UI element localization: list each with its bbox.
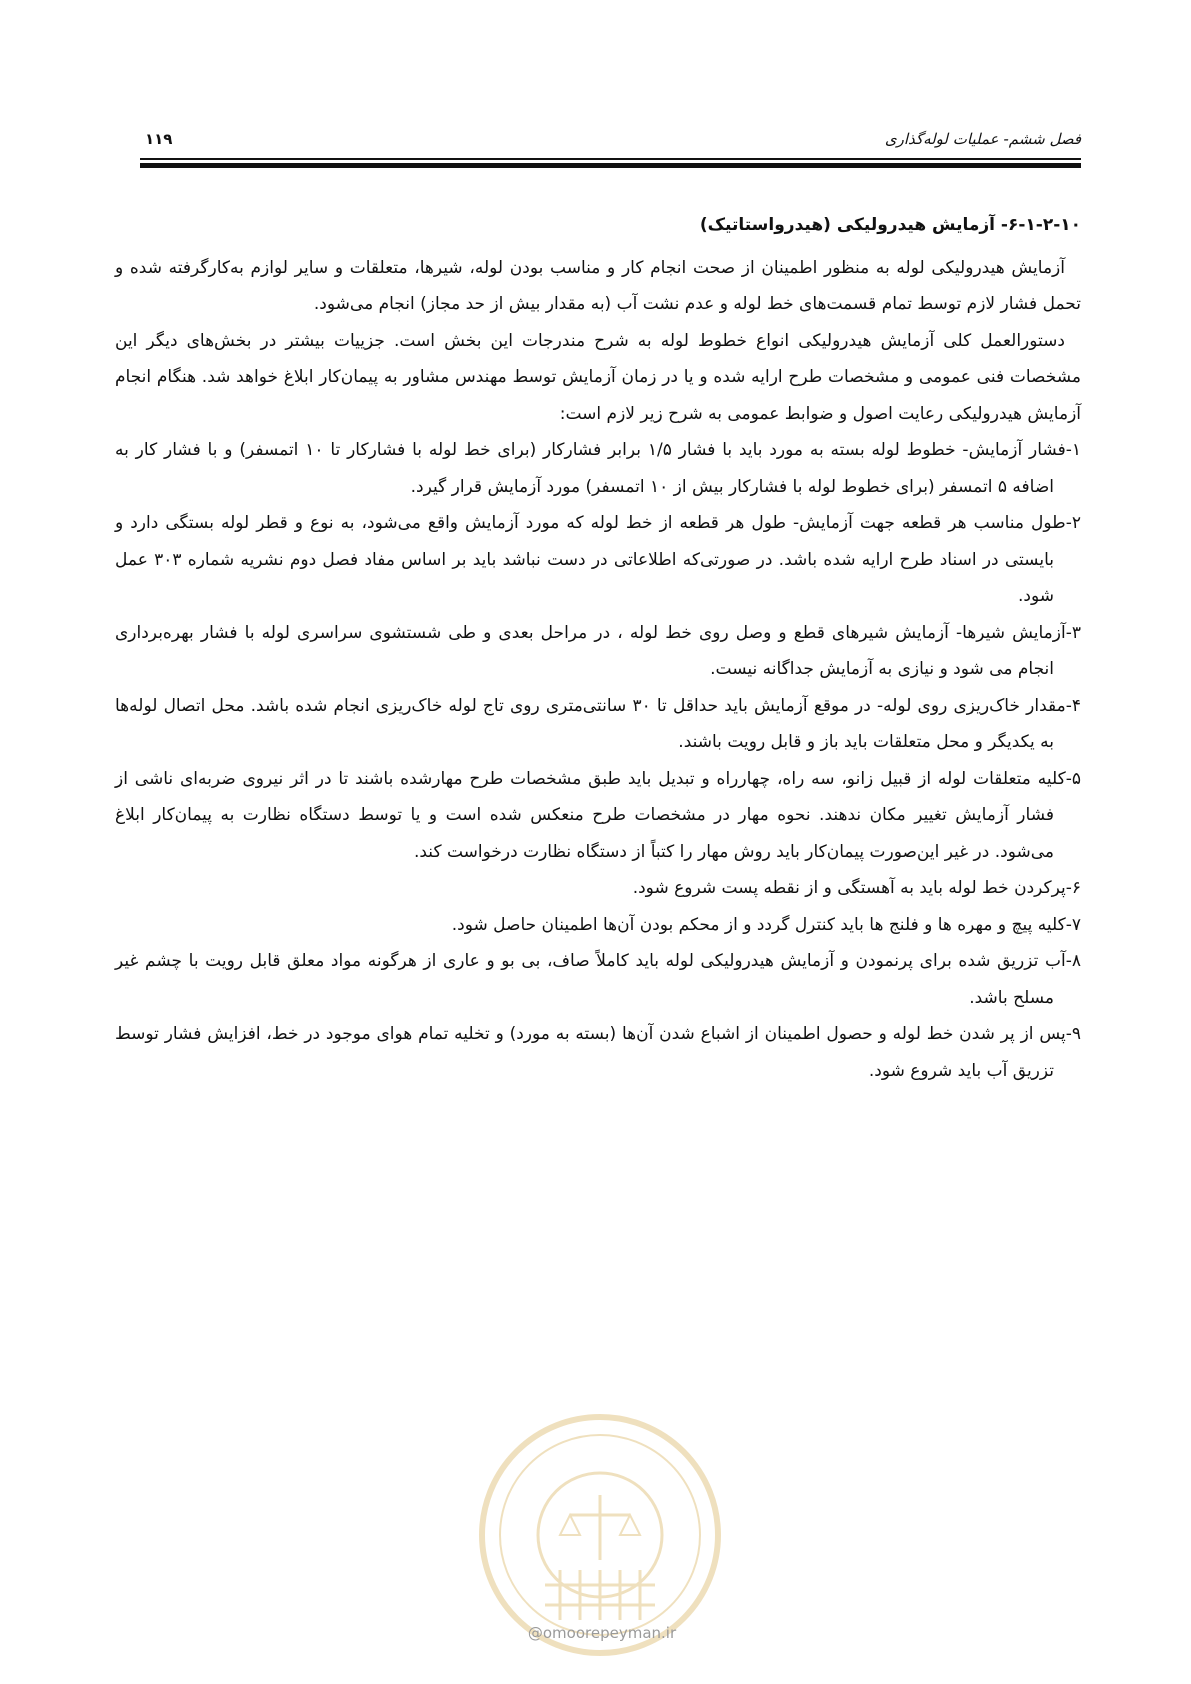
watermark-seal-icon xyxy=(475,1410,725,1660)
list-item: ۱-فشار آزمایش- خطوط لوله بسته به مورد باید با فشار ۱/۵ برابر فشارکار (برای خط لوله با فشارکار تا ۱۰ اتمسفر) و با فشار کار به اضافه ۵ اتمسفر (برای خطوط لوله با فشارکار بیش از ۱۰ اتمسفر) مورد آزمایش قرار گیرد. xyxy=(115,440,1081,497)
header-rule-thick xyxy=(140,163,1081,168)
paragraph: آزمایش هیدرولیکی لوله به منظور اطمینان از صحت انجام کار و مناسب بودن لوله، شیرها، متعلقات و سایر لوازم به‌کارگرفته شده و تحمل فشار لازم توسط تمام قسمت‌های خط لوله و عدم نشت آب (به مقدار بیش از حد مجاز) انجام می‌شود. xyxy=(115,257,1081,314)
header-rule-thin xyxy=(140,158,1081,160)
page-header xyxy=(145,128,1081,152)
section-heading: ۶-۱-۲-۱۰- آزمایش هیدرولیکی (هیدرواستاتیک) xyxy=(699,215,1081,235)
list-item: ۶-پرکردن خط لوله باید به آهستگی و از نقطه پست شروع شود. xyxy=(632,878,1081,898)
page-body xyxy=(115,207,1081,1089)
list-item: ۹-پس از پر شدن خط لوله و حصول اطمینان از اشباع شدن آن‌ها (بسته به مورد) و تخلیه تمام هوای موجود در خط، افزایش فشار توسط تزریق آب باید شروع شود. xyxy=(115,1024,1081,1081)
list-item: ۴-مقدار خاک‌ریزی روی لوله- در موقع آزمایش باید حداقل تا ۳۰ سانتی‌متری روی تاج لوله خاک‌ریزی انجام شده باشد. محل اتصال لوله‌ها به یکدیگر و محل متعلقات باید باز و قابل رویت باشند. xyxy=(115,695,1081,752)
list-item: ۵-کلیه متعلقات لوله از قبیل زانو، سه راه، چهارراه و تبدیل باید طبق مشخصات طرح مهارشده باشند تا در اثر نیروی ضربه‌ای ناشی از فشار آزمایش تغییر مکان ندهند. نحوه مهار در مشخصات طرح منعکس شده است و یا توسط دستگاه نظارت به پیمان‌کار ابلاغ می‌شود. در غیر این‌صورت پیمان‌کار باید روش مهار را کتباً از دستگاه نظارت درخواست کند. xyxy=(115,768,1081,862)
page-number: ۱۱۹ xyxy=(145,130,173,148)
list-item: ۸-آب تزریق شده برای پرنمودن و آزمایش هیدرولیکی لوله باید کاملاً صاف، بی بو و عاری از هرگونه مواد معلق قابل رویت با چشم غیر مسلح باشد. xyxy=(115,951,1081,1008)
paragraph: دستورالعمل کلی آزمایش هیدرولیکی انواع خطوط لوله به شرح مندرجات این بخش است. جزییات بیشتر در بخش‌های دیگر این مشخصات فنی عمومی و مشخصات طرح ارایه شده و یا در زمان آزمایش توسط مهندس مشاور به پیمان‌کار ابلاغ خواهد شد. هنگام انجام آزمایش هیدرولیکی رعایت اصول و ضوابط عمومی به شرح زیر لازم است: xyxy=(115,330,1081,424)
watermark-text: @omoorepeyman.ir xyxy=(527,1624,677,1642)
chapter-title: فصل ششم- عملیات لوله‌گذاری xyxy=(884,130,1081,148)
list-item: ۷-کلیه پیچ و مهره ها و فلنج ها باید کنترل گردد و از محکم بودن آن‌ها اطمینان حاصل شود. xyxy=(451,914,1081,935)
list-item: ۳-آزمایش شیرها- آزمایش شیرهای قطع و وصل روی خط لوله ، در مراحل بعدی و طی شستشوی سراسری لوله با فشار بهره‌برداری انجام می شود و نیازی به آزمایش جداگانه نیست. xyxy=(115,622,1081,679)
list-item: ۲-طول مناسب هر قطعه جهت آزمایش- طول هر قطعه از خط لوله که مورد آزمایش واقع می‌شود، به نوع و قطر لوله بستگی دارد و بایستی در اسناد طرح ارایه شده باشد. در صورتی‌که اطلاعاتی در دست نباشد باید بر اساس مفاد فصل دوم نشریه شماره ۳۰۳ عمل شود. xyxy=(115,513,1081,606)
